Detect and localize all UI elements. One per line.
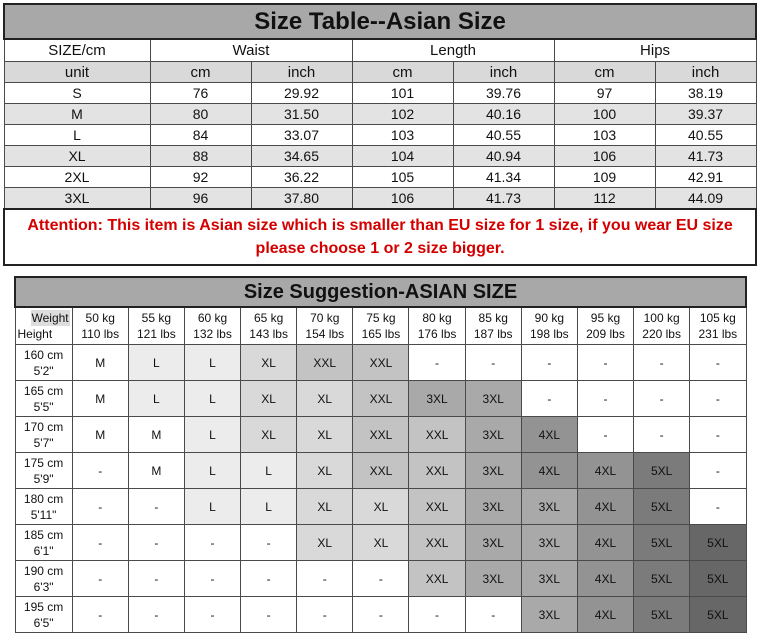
size-cell-waist-cm: 88 [150, 146, 251, 167]
height-ft: 5'2" [33, 363, 54, 378]
size-cell-waist-cm: 84 [150, 125, 251, 146]
suggested-size-cell: M [72, 381, 128, 417]
weight-kg: 70 kg [310, 311, 340, 325]
size-label: XL [4, 146, 150, 167]
weight-kg: 55 kg [141, 311, 172, 325]
suggested-size-cell: L [184, 417, 240, 453]
size-cell-hips-cm: 103 [554, 125, 655, 146]
height-ft: 6'3" [33, 579, 54, 594]
suggested-size-cell: - [409, 345, 465, 381]
suggested-size-cell: - [297, 597, 353, 633]
weight-lbs: 121 lbs [137, 327, 176, 341]
size-row [4, 167, 756, 188]
suggested-size-cell: - [690, 417, 746, 453]
size-cell-waist-cm: 76 [150, 83, 251, 104]
suggested-size-cell: - [72, 561, 128, 597]
suggested-size-cell: - [72, 597, 128, 633]
suggestion-row [15, 345, 746, 381]
size-suggestion-table [14, 276, 747, 633]
size-cell-waist-cm: 92 [150, 167, 251, 188]
height-ft: 5'7" [33, 435, 54, 450]
size-cell-length-inch: 41.73 [453, 188, 554, 210]
weight-header [353, 307, 409, 345]
suggested-size-cell: - [128, 597, 184, 633]
suggested-size-cell: L [128, 381, 184, 417]
suggested-size-cell: XL [241, 345, 297, 381]
suggested-size-cell: L [128, 345, 184, 381]
weight-lbs: 165 lbs [361, 327, 401, 341]
unit-inch: inch [655, 62, 756, 83]
suggested-size-cell: - [297, 561, 353, 597]
size-cell-length-cm: 105 [352, 167, 453, 188]
size-cell-hips-inch: 44.09 [655, 188, 756, 210]
weight-lbs: 231 lbs [698, 327, 738, 341]
unit-inch: inch [251, 62, 352, 83]
suggested-size-cell: 5XL [634, 453, 690, 489]
suggestion-row [15, 381, 746, 417]
size-cell-waist-inch: 29.92 [251, 83, 352, 104]
size-cell-waist-inch: 34.65 [251, 146, 352, 167]
weight-header [297, 307, 353, 345]
height-cell [15, 381, 72, 417]
weight-lbs: 110 lbs [81, 327, 120, 341]
suggested-size-cell: - [128, 489, 184, 525]
weight-kg: 85 kg [478, 311, 508, 325]
size-cell-waist-cm: 96 [150, 188, 251, 210]
size-cell-waist-inch: 37.80 [251, 188, 352, 210]
size-row [4, 83, 756, 104]
suggested-size-cell: 3XL [521, 525, 577, 561]
weight-lbs: 220 lbs [642, 327, 681, 341]
suggested-size-cell: XL [353, 489, 409, 525]
size-table-section [3, 3, 755, 266]
weight-kg: 80 kg [422, 311, 452, 325]
suggested-size-cell: M [128, 417, 184, 453]
weight-header [690, 307, 746, 345]
height-cm: 190 cm [23, 563, 64, 578]
suggested-size-cell: - [690, 345, 746, 381]
unit-cm: cm [150, 62, 251, 83]
suggested-size-cell: 4XL [577, 561, 633, 597]
height-cm: 180 cm [23, 491, 64, 506]
suggested-size-cell: - [72, 453, 128, 489]
weight-lbs: 198 lbs [529, 327, 569, 341]
suggested-size-cell: 5XL [634, 561, 690, 597]
suggested-size-cell: L [184, 381, 240, 417]
weight-header [184, 307, 240, 345]
suggested-size-cell: M [128, 453, 184, 489]
size-row [4, 125, 756, 146]
weight-header [409, 307, 465, 345]
suggested-size-cell: 5XL [634, 525, 690, 561]
suggested-size-cell: - [353, 597, 409, 633]
suggested-size-cell: - [72, 489, 128, 525]
weight-lbs: 176 lbs [417, 327, 457, 341]
height-ft: 6'5" [33, 615, 54, 630]
size-row [4, 188, 756, 210]
suggested-size-cell: - [690, 381, 746, 417]
suggestion-row [15, 525, 746, 561]
suggested-size-cell: - [577, 381, 633, 417]
height-cell [15, 597, 72, 633]
weight-kg: 100 kg [643, 311, 680, 325]
suggested-size-cell: M [72, 417, 128, 453]
suggested-size-cell: XL [297, 453, 353, 489]
weight-kg: 105 kg [699, 311, 736, 325]
size-cell-length-inch: 41.34 [453, 167, 554, 188]
size-cell-hips-cm: 109 [554, 167, 655, 188]
suggestion-row [15, 417, 746, 453]
corner-height-label: Height [17, 327, 53, 341]
size-cell-hips-cm: 112 [554, 188, 655, 210]
suggested-size-cell: 4XL [577, 525, 633, 561]
weight-kg: 65 kg [253, 311, 284, 325]
weight-height-corner [15, 307, 72, 345]
suggested-size-cell: XXL [409, 417, 465, 453]
suggested-size-cell: XXL [353, 381, 409, 417]
size-suggestion-section [14, 276, 747, 633]
size-cell-length-cm: 104 [352, 146, 453, 167]
suggested-size-cell: - [577, 345, 633, 381]
weight-header [521, 307, 577, 345]
size-row [4, 146, 756, 167]
height-cell [15, 417, 72, 453]
weight-kg: 75 kg [366, 311, 396, 325]
length-header: Length [352, 39, 554, 62]
size-cell-hips-cm: 97 [554, 83, 655, 104]
suggested-size-cell: 3XL [465, 489, 521, 525]
suggested-size-cell: - [690, 453, 746, 489]
suggested-size-cell: 4XL [521, 453, 577, 489]
height-cm: 195 cm [23, 599, 64, 614]
suggested-size-cell: - [409, 597, 465, 633]
size-label: L [4, 125, 150, 146]
suggested-size-cell: - [184, 525, 240, 561]
weight-kg: 60 kg [197, 311, 228, 325]
weight-header [128, 307, 184, 345]
suggested-size-cell: - [353, 561, 409, 597]
suggested-size-cell: XL [297, 381, 353, 417]
size-cell-length-inch: 39.76 [453, 83, 554, 104]
suggested-size-cell: - [634, 417, 690, 453]
size-cell-hips-cm: 106 [554, 146, 655, 167]
suggestion-row [15, 561, 746, 597]
suggested-size-cell: - [241, 561, 297, 597]
suggested-size-cell: 3XL [465, 381, 521, 417]
height-cell [15, 489, 72, 525]
suggested-size-cell: XXL [353, 453, 409, 489]
unit-cm: cm [352, 62, 453, 83]
suggested-size-cell: XXL [409, 525, 465, 561]
size-label: 2XL [4, 167, 150, 188]
suggested-size-cell: L [184, 345, 240, 381]
height-cell [15, 525, 72, 561]
hips-header: Hips [554, 39, 756, 62]
suggested-size-cell: - [128, 525, 184, 561]
height-cm: 160 cm [23, 347, 64, 362]
suggestion-row [15, 597, 746, 633]
suggested-size-cell: 3XL [409, 381, 465, 417]
size-cell-hips-inch: 41.73 [655, 146, 756, 167]
weight-kg: 90 kg [534, 311, 565, 325]
size-cell-length-inch: 40.16 [453, 104, 554, 125]
suggested-size-cell: 3XL [465, 561, 521, 597]
height-cm: 175 cm [23, 455, 64, 470]
suggested-size-cell: - [184, 597, 240, 633]
suggested-size-cell: 3XL [521, 489, 577, 525]
height-cell [15, 453, 72, 489]
weight-lbs: 143 lbs [249, 327, 288, 341]
size-cell-length-cm: 101 [352, 83, 453, 104]
unit-cm: cm [554, 62, 655, 83]
unit-header: unit [4, 62, 150, 83]
height-cm: 165 cm [23, 383, 64, 398]
size-label: M [4, 104, 150, 125]
suggested-size-cell: XXL [297, 345, 353, 381]
suggested-size-cell: - [184, 561, 240, 597]
size-cell-length-inch: 40.94 [453, 146, 554, 167]
weight-header [577, 307, 633, 345]
suggested-size-cell: XL [241, 381, 297, 417]
height-ft: 6'1" [33, 543, 54, 558]
suggested-size-cell: - [634, 345, 690, 381]
waist-header: Waist [150, 39, 352, 62]
size-table-title: Size Table--Asian Size [4, 4, 756, 39]
suggested-size-cell: XL [297, 489, 353, 525]
suggested-size-cell: L [184, 489, 240, 525]
suggested-size-cell: XXL [353, 345, 409, 381]
suggested-size-cell: XXL [409, 453, 465, 489]
suggested-size-cell: XL [297, 417, 353, 453]
weight-header [241, 307, 297, 345]
size-cell-waist-inch: 31.50 [251, 104, 352, 125]
suggestion-row [15, 489, 746, 525]
size-cell-hips-cm: 100 [554, 104, 655, 125]
corner-weight-label: Weight [31, 311, 69, 325]
suggested-size-cell: - [241, 525, 297, 561]
size-cell-length-cm: 103 [352, 125, 453, 146]
suggested-size-cell: - [241, 597, 297, 633]
suggested-size-cell: - [72, 525, 128, 561]
suggested-size-cell: 3XL [465, 453, 521, 489]
size-label: S [4, 83, 150, 104]
size-cell-waist-cm: 80 [150, 104, 251, 125]
size-label: 3XL [4, 188, 150, 210]
suggested-size-cell: 3XL [465, 417, 521, 453]
height-ft: 5'9" [33, 471, 54, 486]
suggested-size-cell: L [184, 453, 240, 489]
height-cm: 185 cm [23, 527, 64, 542]
suggested-size-cell: 4XL [577, 453, 633, 489]
suggested-size-cell: 5XL [634, 597, 690, 633]
suggested-size-cell: - [465, 345, 521, 381]
suggested-size-cell: XL [241, 417, 297, 453]
size-header: SIZE/cm [4, 39, 150, 62]
size-table [3, 3, 757, 266]
suggestion-row [15, 453, 746, 489]
weight-lbs: 187 lbs [473, 327, 513, 341]
weight-kg: 50 kg [85, 311, 115, 325]
suggested-size-cell: 4XL [577, 597, 633, 633]
size-cell-waist-inch: 36.22 [251, 167, 352, 188]
weight-header [634, 307, 690, 345]
suggested-size-cell: - [634, 381, 690, 417]
suggested-size-cell: - [521, 345, 577, 381]
height-ft: 5'5" [33, 399, 54, 414]
suggested-size-cell: XL [297, 525, 353, 561]
suggested-size-cell: - [521, 381, 577, 417]
size-cell-hips-inch: 39.37 [655, 104, 756, 125]
weight-header [72, 307, 128, 345]
weight-lbs: 154 lbs [305, 327, 345, 341]
size-cell-waist-inch: 33.07 [251, 125, 352, 146]
weight-lbs: 209 lbs [586, 327, 625, 341]
unit-inch: inch [453, 62, 554, 83]
suggested-size-cell: 4XL [521, 417, 577, 453]
suggested-size-cell: 5XL [690, 561, 746, 597]
suggested-size-cell: M [72, 345, 128, 381]
size-cell-hips-inch: 38.19 [655, 83, 756, 104]
suggested-size-cell: XXL [409, 561, 465, 597]
suggested-size-cell: 5XL [690, 597, 746, 633]
suggested-size-cell: - [128, 561, 184, 597]
suggested-size-cell: 5XL [634, 489, 690, 525]
suggested-size-cell: - [577, 417, 633, 453]
size-cell-length-inch: 40.55 [453, 125, 554, 146]
weight-lbs: 132 lbs [193, 327, 232, 341]
weight-header [465, 307, 521, 345]
height-cell [15, 345, 72, 381]
suggested-size-cell: L [241, 453, 297, 489]
suggested-size-cell: XXL [353, 417, 409, 453]
suggested-size-cell: XL [353, 525, 409, 561]
suggested-size-cell: 4XL [577, 489, 633, 525]
size-cell-length-cm: 102 [352, 104, 453, 125]
suggested-size-cell: 3XL [521, 561, 577, 597]
size-cell-hips-inch: 40.55 [655, 125, 756, 146]
suggested-size-cell: 5XL [690, 525, 746, 561]
suggested-size-cell: 3XL [521, 597, 577, 633]
height-cell [15, 561, 72, 597]
suggested-size-cell: XXL [409, 489, 465, 525]
suggested-size-cell: - [465, 597, 521, 633]
attention-note: Attention: This item is Asian size which is smaller than EU size for 1 size, if you wear EU size please choose 1 or 2 size bigger. [4, 209, 756, 265]
height-ft: 5'11" [30, 507, 57, 522]
suggestion-title: Size Suggestion-ASIAN SIZE [15, 277, 746, 307]
suggested-size-cell: 3XL [465, 525, 521, 561]
size-cell-hips-inch: 42.91 [655, 167, 756, 188]
size-row [4, 104, 756, 125]
weight-kg: 95 kg [590, 311, 621, 325]
suggested-size-cell: L [241, 489, 297, 525]
size-cell-length-cm: 106 [352, 188, 453, 210]
suggested-size-cell: - [690, 489, 746, 525]
height-cm: 170 cm [23, 419, 64, 434]
